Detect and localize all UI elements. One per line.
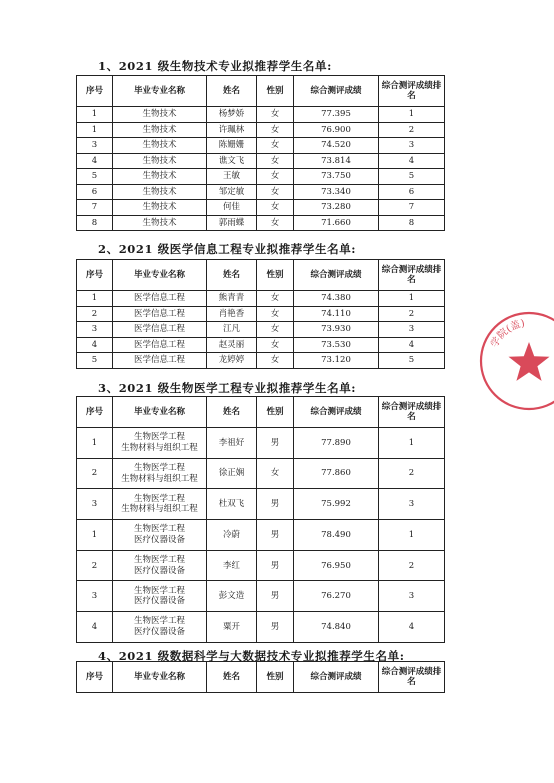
cell-serial: 5 — [77, 353, 113, 369]
table-header-row — [77, 397, 445, 428]
cell-serial: 1 — [77, 428, 113, 459]
header-gender: 性别 — [257, 260, 294, 291]
cell-name: 江凡 — [207, 322, 257, 338]
cell-gender: 女 — [257, 138, 294, 154]
header-rank: 综合测评成绩排名 — [379, 662, 445, 693]
header-gender: 性别 — [257, 662, 294, 693]
header-major: 毕业专业名称 — [113, 260, 207, 291]
cell-rank: 5 — [379, 169, 445, 185]
cell-gender: 男 — [257, 581, 294, 612]
cell-name: 陈姗姗 — [207, 138, 257, 154]
header-major: 毕业专业名称 — [113, 662, 207, 693]
cell-score: 76.270 — [294, 581, 379, 612]
major-line: 生物医学工程 — [133, 493, 185, 504]
major-direction-line: 医疗仪器设备 — [133, 626, 185, 637]
cell-gender: 男 — [257, 550, 294, 581]
cell-score: 74.380 — [294, 291, 379, 307]
cell-score: 78.490 — [294, 520, 379, 551]
cell-major: 医学信息工程 — [113, 306, 207, 322]
header-serial: 序号 — [77, 76, 113, 107]
recommended-students-table — [76, 259, 445, 369]
cell-name: 邹定敏 — [207, 184, 257, 200]
cell-score: 73.340 — [294, 184, 379, 200]
cell-name: 肖艳香 — [207, 306, 257, 322]
cell-score: 74.840 — [294, 612, 379, 643]
major-direction-line: 医疗仪器设备 — [133, 565, 185, 576]
cell-serial: 3 — [77, 489, 113, 520]
header-name: 姓名 — [207, 662, 257, 693]
cell-rank: 1 — [379, 107, 445, 123]
cell-rank: 5 — [379, 353, 445, 369]
major-direction-line: 医疗仪器设备 — [133, 534, 185, 545]
table-row — [77, 489, 445, 520]
section-title: 3、2021 级生物医学工程专业拟推荐学生名单: — [98, 381, 357, 395]
cell-name: 龙婷婷 — [207, 353, 257, 369]
header-rank: 综合测评成绩排名 — [379, 260, 445, 291]
table-body — [77, 291, 445, 369]
cell-gender: 女 — [257, 200, 294, 216]
cell-rank: 4 — [379, 612, 445, 643]
header-gender: 性别 — [257, 76, 294, 107]
cell-major — [113, 428, 207, 459]
major-direction-line: 医疗仪器设备 — [133, 596, 185, 607]
cell-major: 生物技术 — [113, 184, 207, 200]
star-icon — [509, 342, 550, 381]
cell-serial: 3 — [77, 581, 113, 612]
header-score: 综合测评成绩 — [294, 260, 379, 291]
cell-serial: 4 — [77, 337, 113, 353]
cell-serial: 7 — [77, 200, 113, 216]
cell-major: 生物技术 — [113, 107, 207, 123]
cell-gender: 女 — [257, 337, 294, 353]
cell-name: 李红 — [207, 550, 257, 581]
cell-score: 73.930 — [294, 322, 379, 338]
cell-serial: 8 — [77, 215, 113, 231]
table-body — [77, 107, 445, 231]
cell-rank: 4 — [379, 153, 445, 169]
cell-serial: 2 — [77, 458, 113, 489]
table-row — [77, 581, 445, 612]
header-name: 姓名 — [207, 397, 257, 428]
section-title: 1、2021 级生物技术专业拟推荐学生名单: — [98, 59, 332, 73]
cell-rank: 3 — [379, 581, 445, 612]
cell-name: 何佳 — [207, 200, 257, 216]
cell-rank: 2 — [379, 306, 445, 322]
table-header-row — [77, 662, 445, 693]
table-row — [77, 337, 445, 353]
section-title: 2、2021 级医学信息工程专业拟推荐学生名单: — [98, 242, 357, 256]
table-row — [77, 458, 445, 489]
cell-major: 生物技术 — [113, 200, 207, 216]
cell-rank: 3 — [379, 322, 445, 338]
cell-gender: 女 — [257, 458, 294, 489]
header-rank: 综合测评成绩排名 — [379, 76, 445, 107]
major-line: 生物医学工程 — [133, 554, 185, 565]
major-direction-line: 生物材料与组织工程 — [121, 504, 198, 515]
table-row — [77, 306, 445, 322]
major-direction-line: 生物材料与组织工程 — [121, 442, 198, 453]
table-row — [77, 612, 445, 643]
cell-rank: 6 — [379, 184, 445, 200]
major-line: 生物医学工程 — [133, 585, 185, 596]
cell-name: 许珮林 — [207, 122, 257, 138]
section-title: 4、2021 级数据科学与大数据技术专业拟推荐学生名单: — [98, 649, 405, 663]
cell-major — [113, 489, 207, 520]
cell-major — [113, 581, 207, 612]
cell-major: 生物技术 — [113, 215, 207, 231]
cell-name: 赵灵丽 — [207, 337, 257, 353]
seal-arc-text: 学院(盖) — [489, 318, 526, 350]
cell-score: 73.750 — [294, 169, 379, 185]
header-major: 毕业专业名称 — [113, 397, 207, 428]
cell-gender: 女 — [257, 291, 294, 307]
cell-serial: 1 — [77, 122, 113, 138]
cell-gender: 女 — [257, 353, 294, 369]
cell-name: 李祖好 — [207, 428, 257, 459]
header-score: 综合测评成绩 — [294, 397, 379, 428]
cell-rank: 2 — [379, 122, 445, 138]
cell-name: 熊青青 — [207, 291, 257, 307]
cell-major: 医学信息工程 — [113, 322, 207, 338]
cell-gender: 女 — [257, 215, 294, 231]
cell-score: 77.890 — [294, 428, 379, 459]
cell-major — [113, 612, 207, 643]
cell-serial: 4 — [77, 153, 113, 169]
cell-major: 医学信息工程 — [113, 337, 207, 353]
cell-rank: 3 — [379, 138, 445, 154]
table-row — [77, 107, 445, 123]
recommended-students-table — [76, 661, 445, 693]
cell-major: 生物技术 — [113, 138, 207, 154]
cell-rank: 8 — [379, 215, 445, 231]
cell-rank: 3 — [379, 489, 445, 520]
major-line: 生物医学工程 — [133, 524, 185, 535]
header-name: 姓名 — [207, 76, 257, 107]
major-direction-line: 生物材料与组织工程 — [121, 473, 198, 484]
cell-rank: 4 — [379, 337, 445, 353]
cell-serial: 2 — [77, 550, 113, 581]
header-name: 姓名 — [207, 260, 257, 291]
cell-name: 王敏 — [207, 169, 257, 185]
cell-major: 生物技术 — [113, 122, 207, 138]
cell-score: 73.814 — [294, 153, 379, 169]
header-serial: 序号 — [77, 397, 113, 428]
header-score: 综合测评成绩 — [294, 76, 379, 107]
cell-score: 71.660 — [294, 215, 379, 231]
cell-rank: 1 — [379, 428, 445, 459]
header-rank: 综合测评成绩排名 — [379, 397, 445, 428]
cell-serial: 1 — [77, 107, 113, 123]
cell-major: 生物技术 — [113, 153, 207, 169]
cell-score: 76.950 — [294, 550, 379, 581]
cell-gender: 女 — [257, 169, 294, 185]
cell-rank: 2 — [379, 458, 445, 489]
cell-gender: 女 — [257, 107, 294, 123]
table-row — [77, 200, 445, 216]
table-row — [77, 138, 445, 154]
major-line: 生物医学工程 — [133, 432, 185, 443]
cell-score: 73.530 — [294, 337, 379, 353]
table-row — [77, 122, 445, 138]
cell-score: 77.395 — [294, 107, 379, 123]
table-row — [77, 353, 445, 369]
cell-major: 生物技术 — [113, 169, 207, 185]
cell-serial: 1 — [77, 520, 113, 551]
cell-gender: 男 — [257, 428, 294, 459]
cell-gender: 男 — [257, 612, 294, 643]
cell-major — [113, 520, 207, 551]
recommended-students-table — [76, 396, 445, 643]
header-gender: 性别 — [257, 397, 294, 428]
cell-name: 谯文飞 — [207, 153, 257, 169]
cell-gender: 女 — [257, 322, 294, 338]
cell-score: 76.900 — [294, 122, 379, 138]
cell-name: 杨梦娇 — [207, 107, 257, 123]
cell-gender: 男 — [257, 489, 294, 520]
table-row — [77, 428, 445, 459]
cell-gender: 女 — [257, 306, 294, 322]
cell-name: 杜双飞 — [207, 489, 257, 520]
cell-gender: 男 — [257, 520, 294, 551]
cell-gender: 女 — [257, 153, 294, 169]
cell-score: 77.860 — [294, 458, 379, 489]
cell-rank: 1 — [379, 520, 445, 551]
major-line: 生物医学工程 — [133, 616, 185, 627]
table-row — [77, 322, 445, 338]
cell-serial: 5 — [77, 169, 113, 185]
cell-serial: 3 — [77, 322, 113, 338]
table-row — [77, 184, 445, 200]
cell-score: 74.520 — [294, 138, 379, 154]
cell-major — [113, 458, 207, 489]
cell-gender: 女 — [257, 184, 294, 200]
cell-score: 73.120 — [294, 353, 379, 369]
cell-major — [113, 550, 207, 581]
major-line: 生物医学工程 — [133, 462, 185, 473]
header-serial: 序号 — [77, 260, 113, 291]
cell-serial: 4 — [77, 612, 113, 643]
table-row — [77, 550, 445, 581]
cell-score: 74.110 — [294, 306, 379, 322]
cell-score: 73.280 — [294, 200, 379, 216]
table-row — [77, 520, 445, 551]
cell-gender: 女 — [257, 122, 294, 138]
official-seal-stamp — [474, 306, 554, 416]
cell-name: 彭文造 — [207, 581, 257, 612]
cell-serial: 3 — [77, 138, 113, 154]
cell-name: 郭雨蝶 — [207, 215, 257, 231]
header-score: 综合测评成绩 — [294, 662, 379, 693]
cell-rank: 7 — [379, 200, 445, 216]
table-row — [77, 215, 445, 231]
table-row — [77, 169, 445, 185]
cell-serial: 1 — [77, 291, 113, 307]
cell-rank: 2 — [379, 550, 445, 581]
cell-rank: 1 — [379, 291, 445, 307]
header-serial: 序号 — [77, 662, 113, 693]
cell-name: 冷蔚 — [207, 520, 257, 551]
cell-major: 医学信息工程 — [113, 353, 207, 369]
cell-score: 75.992 — [294, 489, 379, 520]
table-body — [77, 428, 445, 643]
table-header-row — [77, 76, 445, 107]
table-row — [77, 291, 445, 307]
cell-name: 粟开 — [207, 612, 257, 643]
cell-serial: 2 — [77, 306, 113, 322]
cell-major: 医学信息工程 — [113, 291, 207, 307]
table-row — [77, 153, 445, 169]
header-major: 毕业专业名称 — [113, 76, 207, 107]
cell-name: 徐正娴 — [207, 458, 257, 489]
cell-serial: 6 — [77, 184, 113, 200]
table-header-row — [77, 260, 445, 291]
recommended-students-table — [76, 75, 445, 231]
